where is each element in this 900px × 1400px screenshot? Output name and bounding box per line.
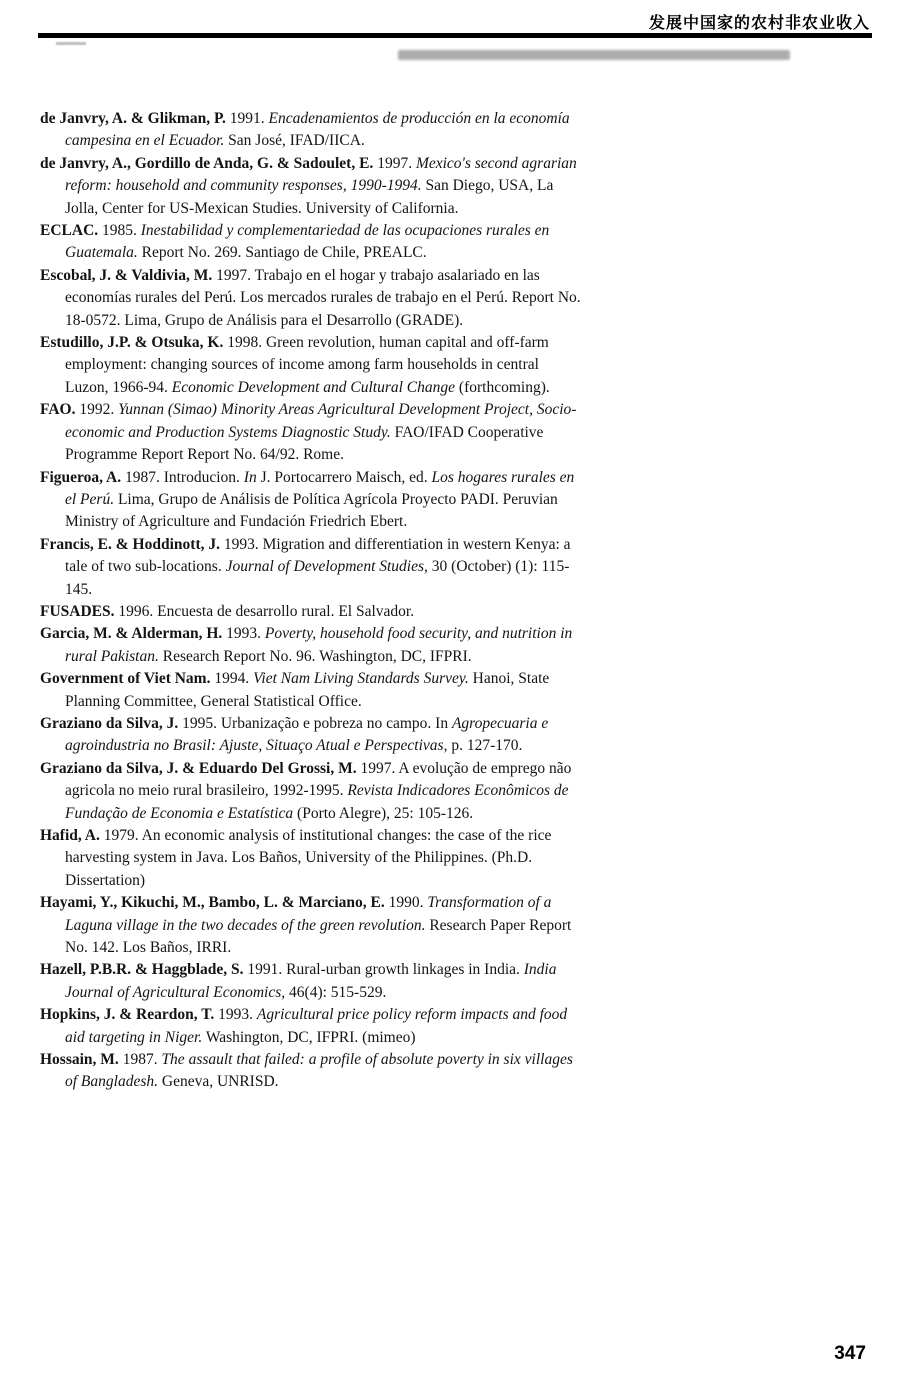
reference-segment: 1991. Rural-urban growth linkages in India. <box>243 961 524 979</box>
reference-segment: Research Report No. 96. Washington, DC, IFPRI. <box>158 647 472 665</box>
reference-segment: 1994. <box>210 670 254 688</box>
reference-segment: 1987. Introducion. <box>121 468 244 486</box>
reference-segment: Hayami, Y., Kikuchi, M., Bambo, L. & Marciano, E. <box>40 894 385 912</box>
reference-segment: FAO/IFAD Cooperative Programme Report Report No. 64/92. Rome. <box>65 423 544 464</box>
reference-segment: Graziano da Silva, J. & Eduardo Del Grossi, M. <box>40 759 357 777</box>
reference-segment: de Janvry, A., Gordillo de Anda, G. & Sadoulet, E. <box>40 154 374 172</box>
reference-segment: Estudillo, J.P. & Otsuka, K. <box>40 334 224 352</box>
reference-segment: 46(4): 515-529. <box>285 983 387 1001</box>
reference-entry <box>40 108 585 153</box>
reference-entry <box>40 623 585 668</box>
reference-segment: Geneva, UNRISD. <box>158 1073 279 1091</box>
reference-entry <box>40 220 585 265</box>
reference-segment: Francis, E. & Hoddinott, J. <box>40 535 220 553</box>
reference-segment: 1997. <box>373 154 416 172</box>
reference-segment: 1991. <box>225 110 269 127</box>
reference-entry <box>40 959 585 1004</box>
reference-entry <box>40 825 585 892</box>
reference-segment: Escobal, J. & Valdivia, M. <box>40 266 213 284</box>
reference-segment: Los hogares rurales en el Perú. <box>65 468 575 508</box>
reference-segment: 1997. A evolução de emprego não agricola no meio rural brasileiro, 1992-1995. <box>65 759 572 800</box>
reference-segment: Hanoi, State Planning Committee, General Statistical Office. <box>65 670 550 710</box>
reference-segment: Research Paper Report No. 142. Los Baños, IRRI. <box>65 916 572 957</box>
reference-segment: Washington, DC, IFPRI. (mimeo) <box>202 1028 416 1046</box>
reference-entry <box>40 713 585 758</box>
reference-segment: 1979. An economic analysis of institutional changes: the case of the rice harvesting system in Java. Los Baños, University of the Philippines. (Ph.D. Dissertation) <box>65 827 552 889</box>
reference-segment: Agricultural price policy reform impacts and food aid targeting in Niger. <box>65 1006 568 1046</box>
reference-segment: FUSADES. <box>40 602 115 620</box>
reference-entry <box>40 399 585 466</box>
reference-segment: Report No. 269. Santiago de Chile, PREALC. <box>137 244 427 262</box>
reference-segment: India Journal of Agricultural Economics, <box>65 961 557 1001</box>
reference-segment: Hopkins, J. & Reardon, T. <box>40 1006 215 1024</box>
reference-segment: (forthcoming). <box>455 378 550 396</box>
reference-segment: Economic Development and Cultural Change <box>171 378 456 396</box>
reference-segment: 1995. Urbanização e pobreza no campo. In <box>178 714 452 732</box>
reference-segment: Lima, Grupo de Análisis de Política Agrícola Proyecto PADI. Peruvian Ministry of Agriculture and Fundación Friedrich Ebert. <box>65 490 558 531</box>
reference-segment: Mexico's second agrarian reform: household and community responses, 1990-1994. <box>65 154 577 195</box>
reference-segment: ECLAC. <box>40 222 99 240</box>
reference-entry <box>40 601 585 623</box>
references-list <box>40 108 585 1094</box>
reference-segment: 1993. <box>214 1006 257 1024</box>
reference-entry <box>40 467 585 534</box>
reference-segment: 1993. <box>222 625 265 643</box>
reference-segment: 1998. Green revolution, human capital and off-farm employment: changing sources of income among farm households in central Luzon, 1966-94. <box>65 334 549 396</box>
reference-segment: Poverty, household food security, and nutrition in rural Pakistan. <box>65 625 573 665</box>
reference-segment: San José, IFAD/IICA. <box>224 132 365 150</box>
reference-entry <box>40 668 585 713</box>
reference-segment: Transformation of a Laguna village in the two decades of the green revolution. <box>65 894 552 934</box>
reference-segment: 1992. <box>75 401 119 419</box>
scan-artifact <box>56 42 86 45</box>
reference-entry <box>40 534 585 601</box>
reference-segment: The assault that failed: a profile of absolute poverty in six villages of Bangladesh. <box>65 1051 573 1091</box>
reference-entry <box>40 758 585 825</box>
reference-segment: p. 127-170. <box>447 737 523 755</box>
reference-segment: In <box>243 468 257 486</box>
reference-segment: 1985. <box>98 222 141 240</box>
reference-segment: Inestabilidad y complementariedad de las ocupaciones rurales en Guatemala. <box>65 222 550 262</box>
reference-segment: Journal of Development Studies, <box>225 558 428 576</box>
reference-segment: Figueroa, A. <box>40 468 122 486</box>
reference-segment: Viet Nam Living Standards Survey. <box>253 670 469 688</box>
reference-segment: 30 (October) (1): 115-145. <box>65 558 570 598</box>
reference-segment: Revista Indicadores Econômicos de Fundação de Economia e Estatística <box>65 782 569 822</box>
reference-segment: Yunnan (Simao) Minority Areas Agricultural Development Project, Socio-economic and Production Systems Diagnostic Study. <box>65 401 577 441</box>
reference-segment: 1997. Trabajo en el hogar y trabajo asalariado en las economías rurales del Perú. Los mercados rurales de trabajo en el Perú. Report No. 18-0572. Lima, Grupo de Análisis para el Desarrollo (GRADE). <box>65 266 581 329</box>
reference-segment: Hafid, A. <box>40 827 100 844</box>
reference-segment: 1990. <box>384 894 428 912</box>
header-rule <box>38 33 872 38</box>
reference-segment: San Diego, USA, La Jolla, Center for US-Mexican Studies. University of California. <box>65 177 554 217</box>
reference-segment: Hazell, P.B.R. & Haggblade, S. <box>40 961 244 979</box>
reference-entry <box>40 332 585 399</box>
reference-segment: FAO. <box>40 401 76 419</box>
reference-segment: Encadenamientos de producción en la economía campesina en el Ecuador. <box>65 110 570 150</box>
reference-segment: J. Portocarrero Maisch, ed. <box>256 468 432 486</box>
page-header-title: 发展中国家的农村非农业收入 <box>648 13 870 32</box>
reference-segment: de Janvry, A. & Glikman, P. <box>40 110 226 127</box>
reference-segment: Government of Viet Nam. <box>40 670 211 688</box>
reference-segment: Hossain, M. <box>40 1051 119 1069</box>
reference-segment: (Porto Alegre), 25: 105-126. <box>293 804 474 822</box>
reference-entry <box>40 153 585 220</box>
reference-segment: Garcia, M. & Alderman, H. <box>40 625 223 643</box>
reference-entry <box>40 1049 585 1094</box>
reference-segment: Agropecuaria e agroindustria no Brasil: Ajuste, Situaço Atual e Perspectivas, <box>65 714 549 755</box>
reference-entry <box>40 892 585 959</box>
reference-segment: 1996. Encuesta de desarrollo rural. El Salvador. <box>114 602 415 620</box>
reference-entry <box>40 265 585 332</box>
reference-segment: 1987. <box>118 1051 162 1069</box>
page-number: 347 <box>834 1343 866 1364</box>
reference-segment: 1993. Migration and differentiation in western Kenya: a tale of two sub-locations. <box>65 535 571 576</box>
scan-artifact <box>398 50 790 60</box>
reference-entry <box>40 1004 585 1049</box>
reference-segment: Graziano da Silva, J. <box>40 714 179 732</box>
